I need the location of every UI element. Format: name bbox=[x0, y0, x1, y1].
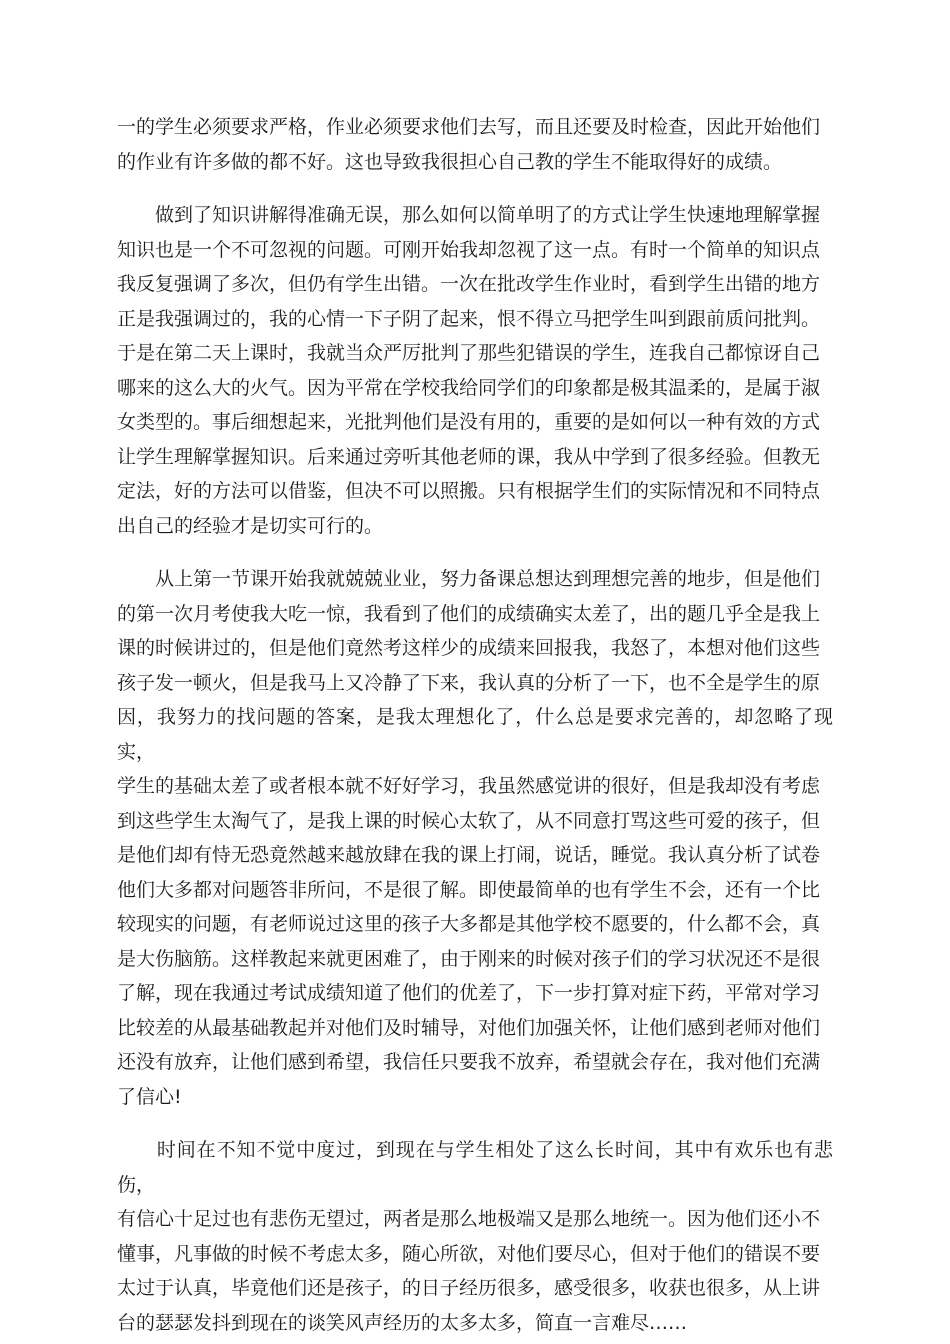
paragraph-2: 做到了知识讲解得准确无误，那么如何以简单明了的方式让学生快速地理解掌握 知识也是一个不可忽视的问题。可刚开始我却忽视了这一点。有时一个简单的知识点 我反复强调了多次，但仍有学生出错。一次在批改学生作业时，看到学生出错的地方 正是我强调过的，我的心情一下子阴了起来，恨不得立马把学生叫到跟前质问批判。 于是在第二天上课时，我就当众严厉批判了那些犯错误的学生，连我自己都惊讶自己 哪来的这么大的火气。因为平常在学校我给同学们的印象都是极其温柔的，是属于淑 女类型的。事后细想起来，光批判他们是没有用的，重要的是如何以一种有效的方式 让学生理解掌握知识。后来通过旁听其他老师的课，我从中学到了很多经验。但教无 定法，好的方法可以借鉴，但决不可以照搬。只有根据学生们的实际情况和不同特点 出自己的经验才是切实可行的。 bbox=[117, 204, 821, 537]
paragraph-3: 从上第一节课开始我就兢兢业业，努力备课总想达到理想完善的地步，但是他们 的第一次月考使我大吃一惊，我看到了他们的成绩确实太差了，出的题几乎全是我上 课的时候讲过的，但是他们竟然考这样少的成绩来回报我，我怒了，本想对他们这些 孩子发一顿火，但是我马上又冷静了下来，我认真的分析了一下，也不全是学生的原 因，我努力的找问题的答案，是我太理想化了，什么总是要求完善的，却忽略了现实， 学生的基础太差了或者根本就不好好学习，我虽然感觉讲的很好，但是我却没有考虑 到这些学生太淘气了，是我上课的时候心太软了，从不同意打骂这些可爱的孩子，但 是他们却有恃无恐竟然越来越放肆在我的课上打闹，说话，睡觉。我认真分析了试卷 他们大多都对问题答非所问，不是很了解。即使最简单的也有学生不会，还有一个比 较现实的问题，有老师说过这里的孩子大多都是其他学校不愿要的，什么都不会，真 是大伤脑筋。这样教起来就更困难了，由于刚来的时候对孩子们的学习状况还不是很 了解，现在我通过考试成绩知道了他们的优差了，下一步打算对症下药，平常对学习 比较差的从最基础教起并对他们及时辅导，对他们加强关怀，让他们感到老师对他们 还没有放弃，让他们感到希望，我信任只要我不放弃，希望就会存在，我对他们充满 了信心! bbox=[117, 568, 833, 1108]
document-body bbox=[117, 110, 833, 1340]
paragraph-1: 一的学生必须要求严格，作业必须要求他们去写，而且还要及时检查，因此开始他们 的作业有许多做的都不好。这也导致我很担心自己教的学生不能取得好的成绩。 bbox=[117, 116, 821, 173]
paragraph-4: 时间在不知不觉中度过，到现在与学生相处了这么长时间，其中有欢乐也有悲伤， 有信心十足过也有悲伤无望过，两者是那么地极端又是那么地统一。因为他们还小不 懂事，凡事做的时候不考虑太多，随心所欲，对他们要尽心，但对于他们的错误不要 太过于认真，毕竟他们还是孩子，的日子经历很多，感受很多，收获也很多，从上讲 台的瑟瑟发抖到现在的谈笑风声经历的太多太多，简直一言难尽…… bbox=[117, 1139, 833, 1334]
